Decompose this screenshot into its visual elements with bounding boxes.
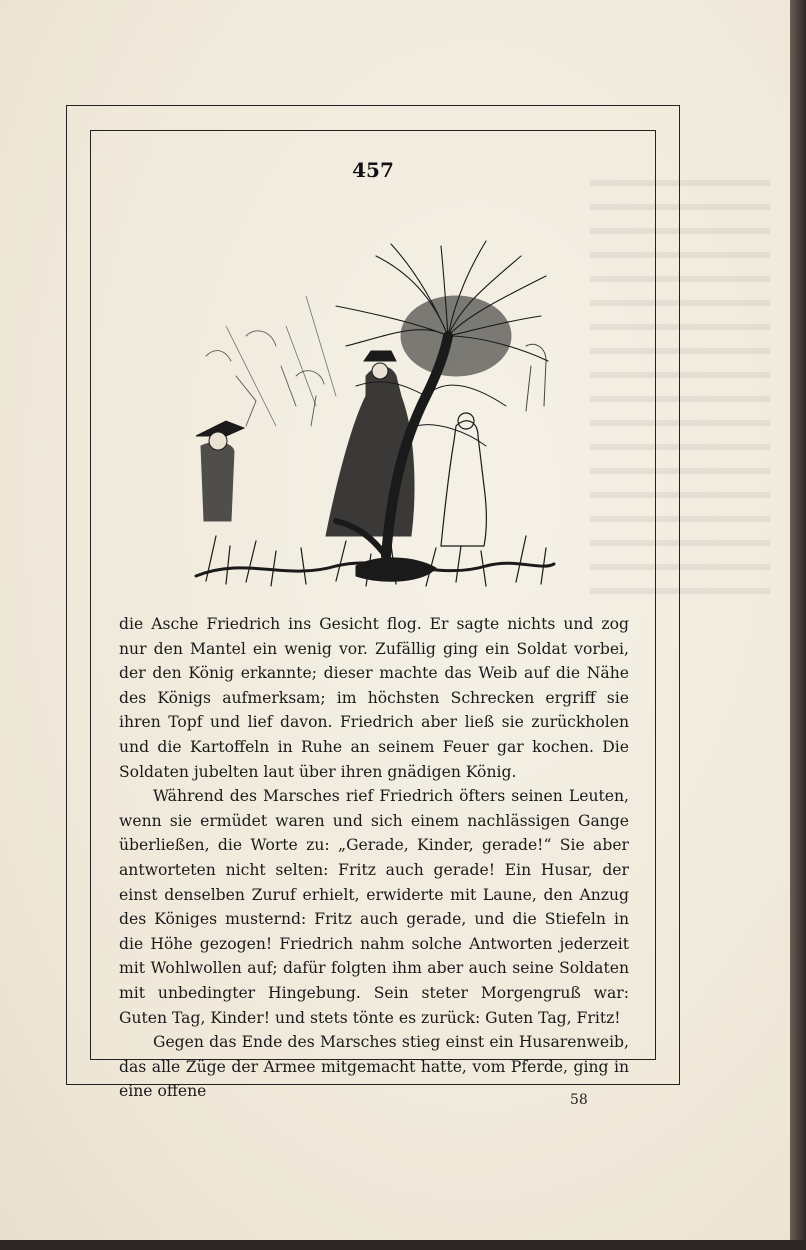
scan-bottom-edge: [0, 1240, 806, 1250]
paragraph-3: Gegen das Ende des Marsches stieg einst ein Husarenweib, das alle Züge der Armee mitgemacht hatte, vom Pferde, ging in eine offene: [119, 1033, 629, 1101]
paragraph-2: Während des Marsches rief Friedrich öfters seinen Leuten, wenn sie ermüdet waren und sich einem nachlässigen Gange überließen, die Worte zu: „Gerade, Kinder, gerade!“ Sie aber antworteten nicht selten: Fritz auch gerade! Ein Husar, der einst denselben Zuruf erhielt, erwiderte mit Laune, den Anzug des Königes musternd: Fritz auch gerade, und die Stiefeln in die Höhe gezogen! Friedrich nahm solche Antworten jederzeit mit Wohlwollen auf; dafür folgten ihm aber auch seine Soldaten mit unbedingter Hingebung. Sein steter Morgengruß war: Guten Tag, Kinder! und stets tönte es zurück: Guten Tag, Fritz!: [119, 787, 629, 1027]
woodcut-illustration-icon: [186, 236, 558, 592]
body-text: [119, 612, 629, 1104]
page-number: 457: [352, 158, 394, 182]
book-spine-edge: [790, 0, 806, 1250]
sheet-signature: 58: [570, 1092, 588, 1108]
paragraph-1: die Asche Friedrich ins Gesicht flog. Er sagte nichts und zog nur den Mantel ein wenig vor. Zufällig ging ein Soldat vorbei, der den König erkannte; dieser machte das Weib auf die Nähe des Königs aufmerksam; im höchsten Schrecken ergriff sie ihren Topf und lief davon. Friedrich aber ließ sie zurückholen und die Kartoffeln in Ruhe an seinem Feuer gar kochen. Die Soldaten jubelten laut über ihren gnädigen König.: [119, 615, 629, 781]
